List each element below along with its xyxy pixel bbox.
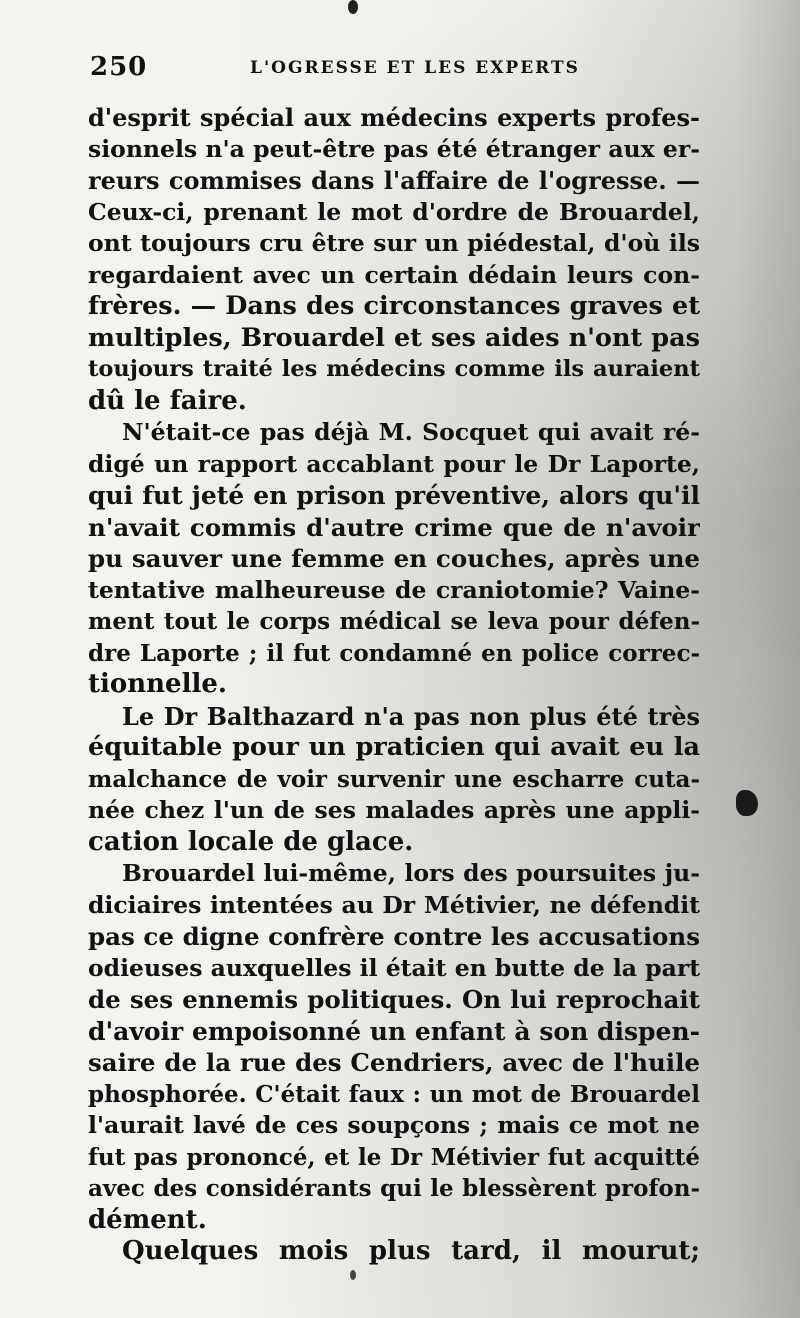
text-line: digé un rapport accablant pour le Dr Laporte, bbox=[88, 449, 700, 478]
text-line: fut pas prononcé, et le Dr Métivier fut acquitté bbox=[88, 1143, 700, 1171]
text-line: cation locale de glace. bbox=[88, 826, 414, 857]
ink-blot-bottom bbox=[350, 1270, 356, 1280]
text-line: phosphorée. C'était faux : un mot de Brouardel bbox=[88, 1080, 700, 1108]
text-line: équitable pour un praticien qui avait eu la bbox=[88, 732, 700, 762]
ink-blot-top bbox=[348, 0, 358, 14]
text-line: Brouardel lui-même, lors des poursuites ju- bbox=[122, 859, 700, 887]
text-line: regardaient avec un certain dédain leurs con- bbox=[88, 260, 700, 289]
text-line: avec des considérants qui le blessèrent profon- bbox=[88, 1175, 700, 1202]
text-line: de ses ennemis politiques. On lui reprochait bbox=[88, 985, 700, 1014]
page-header bbox=[90, 52, 710, 88]
body-text bbox=[88, 102, 700, 1268]
text-line: dément. bbox=[88, 1204, 207, 1235]
text-line: N'était-ce pas déjà M. Socquet qui avait ré- bbox=[122, 418, 700, 446]
text-line: multiples, Brouardel et ses aides n'ont pas bbox=[88, 322, 700, 353]
text-line: frères. — Dans des circonstances graves et bbox=[88, 291, 700, 321]
text-line: toujours traité les médecins comme ils auraient bbox=[88, 356, 700, 382]
text-line: pu sauver une femme en couches, après une bbox=[88, 544, 700, 573]
text-line: d'esprit spécial aux médecins experts profes- bbox=[88, 103, 700, 132]
text-line: pas ce digne confrère contre les accusations bbox=[88, 922, 700, 951]
running-title: L'OGRESSE ET LES EXPERTS bbox=[250, 58, 580, 78]
text-line: Quelques mois plus tard, il mourut; bbox=[122, 1236, 700, 1266]
text-line: née chez l'un de ses malades après une appli- bbox=[88, 796, 700, 824]
text-line: ment tout le corps médical se leva pour défen- bbox=[88, 608, 700, 635]
text-line: odieuses auxquelles il était en butte de la part bbox=[88, 953, 700, 982]
text-line: malchance de voir survenir une escharre cuta- bbox=[88, 765, 700, 793]
text-line: reurs commises dans l'affaire de l'ogresse. — bbox=[88, 166, 700, 195]
text-line: qui fut jeté en prison préventive, alors qu'il bbox=[88, 481, 700, 510]
page-number: 250 bbox=[90, 52, 148, 82]
text-line: l'aurait lavé de ces soupçons ; mais ce mot ne bbox=[88, 1111, 700, 1139]
text-line: sionnels n'a peut-être pas été étranger aux er- bbox=[88, 134, 700, 163]
text-line: tionnelle. bbox=[88, 669, 227, 699]
text-line: Ceux-ci, prenant le mot d'ordre de Brouardel, bbox=[88, 197, 700, 226]
text-line: n'avait commis d'autre crime que de n'avoir bbox=[88, 512, 700, 542]
text-line: saire de la rue des Cendriers, avec de l'huile bbox=[88, 1048, 700, 1077]
text-line: dû le faire. bbox=[88, 385, 247, 416]
ink-blot-margin bbox=[736, 790, 758, 816]
text-line: Le Dr Balthazard n'a pas non plus été très bbox=[122, 701, 700, 731]
text-line: dre Laporte ; il fut condamné en police correc- bbox=[88, 639, 700, 667]
text-line: d'avoir empoisonné un enfant à son dispen- bbox=[88, 1016, 700, 1046]
text-line: diciaires intentées au Dr Métivier, ne défendit bbox=[88, 890, 700, 919]
text-line: ont toujours cru être sur un piédestal, d'où ils bbox=[88, 229, 700, 257]
text-line: tentative malheureuse de craniotomie? Vaine- bbox=[88, 575, 700, 604]
